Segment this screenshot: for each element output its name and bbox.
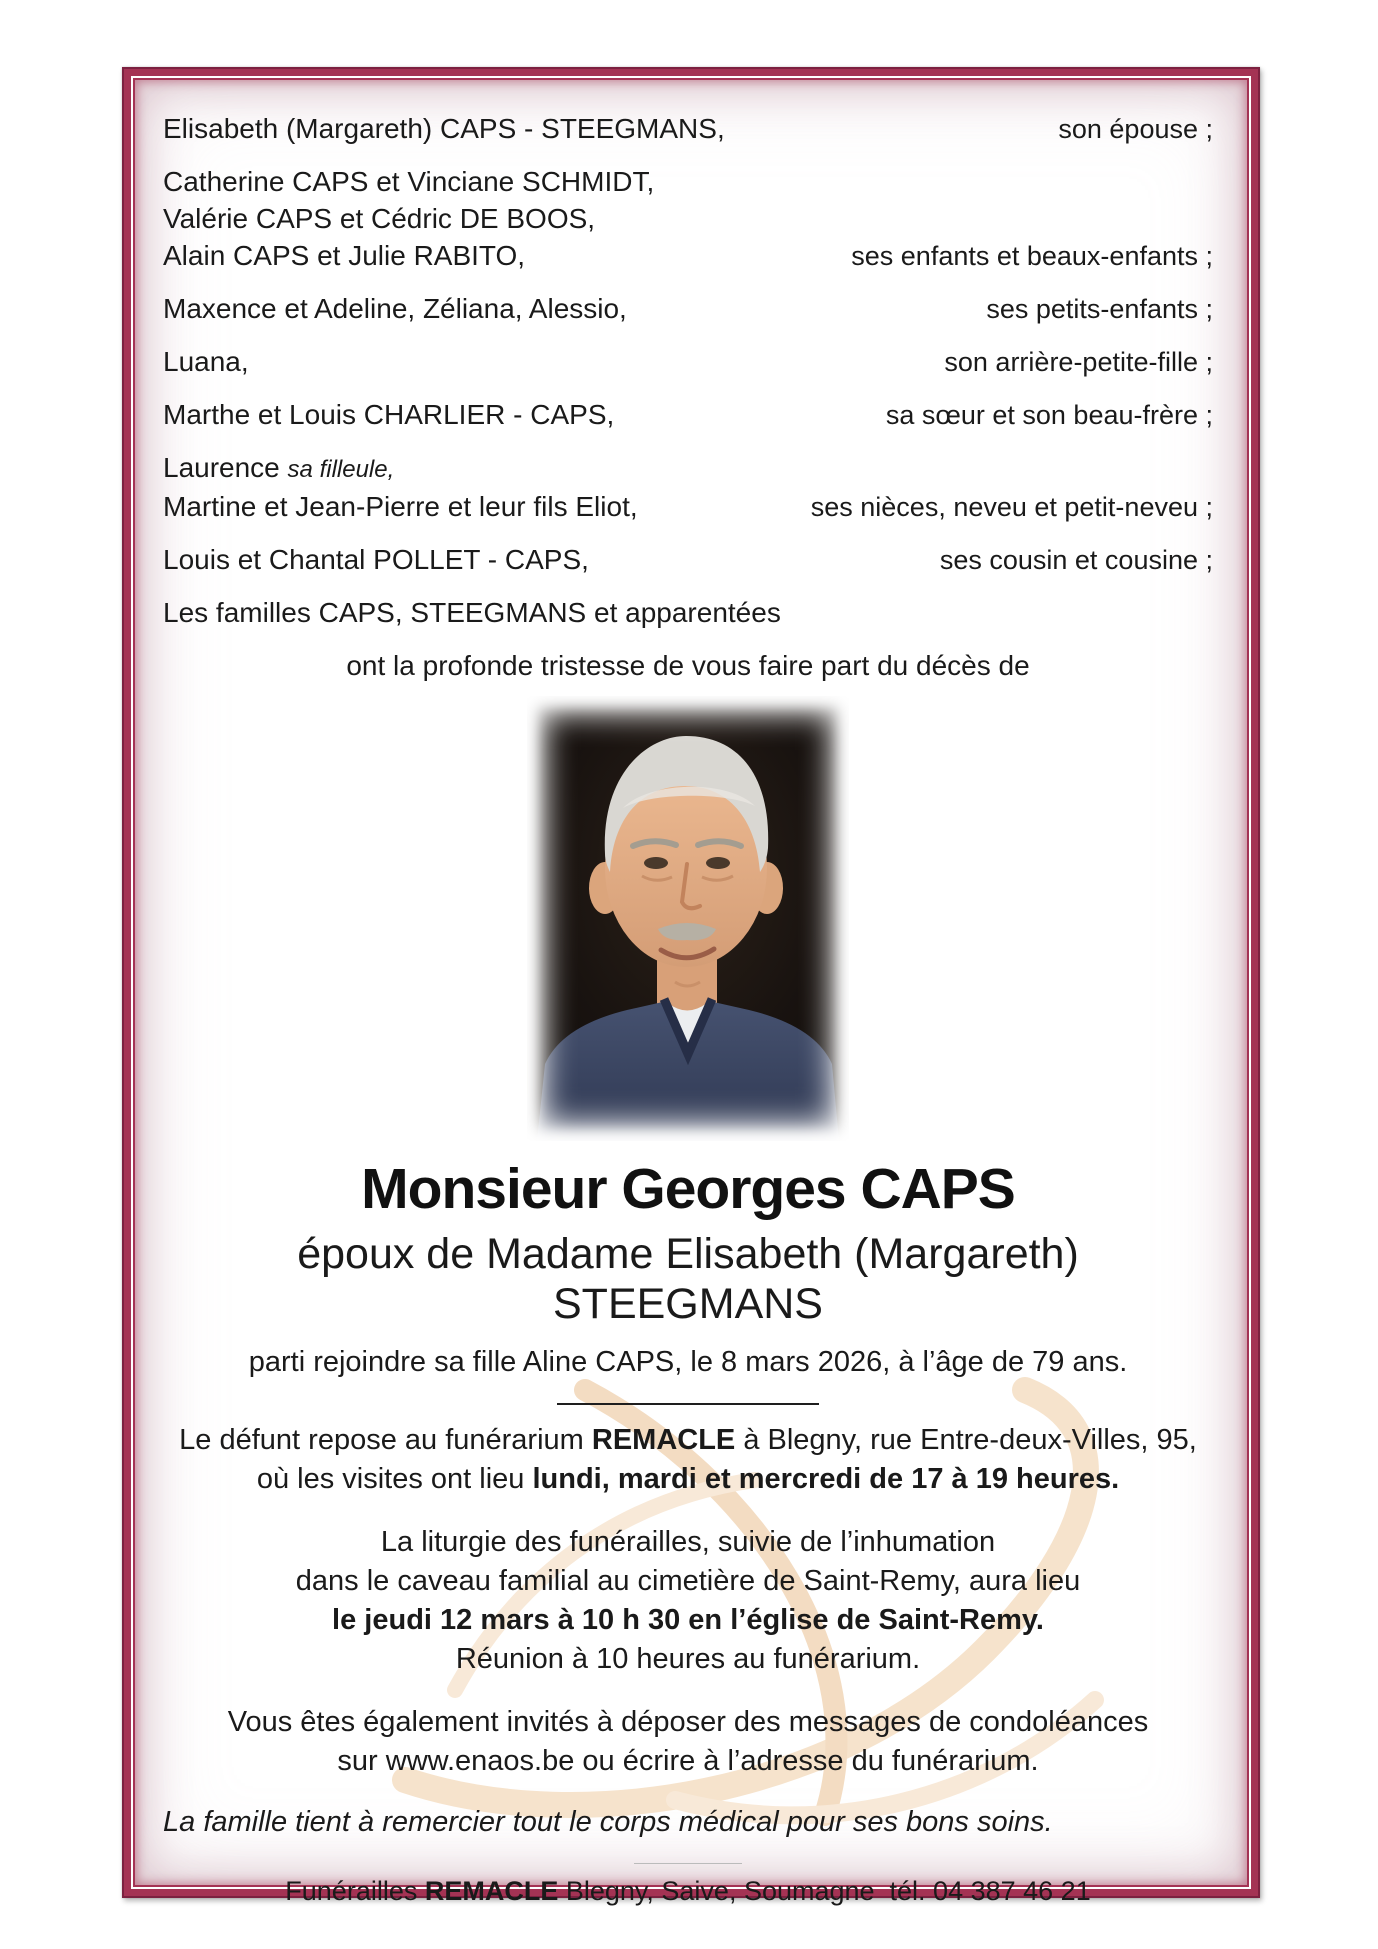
family-name-line (163, 110, 725, 147)
text-segment: Réunion à 10 heures au funérarium. (455, 1643, 921, 1675)
text-segment: sur www.enaos.be ou écrire à l’adresse du funérarium. (337, 1745, 1039, 1777)
text-segment: Le défunt repose au funérarium (179, 1424, 592, 1456)
ceremony-paragraph (163, 1523, 1213, 1679)
family-list (163, 110, 1213, 631)
announcement-line: ont la profonde tristesse de vous faire part du décès de (346, 650, 1030, 681)
text-segment: sa filleule, (287, 456, 395, 483)
family-name-line (163, 163, 654, 200)
relationship-label: ses cousin et cousine ; (939, 545, 1213, 575)
family-name-line (163, 200, 654, 237)
family-names (163, 110, 725, 147)
text-segment: où les visites ont lieu (256, 1463, 533, 1495)
text-line (163, 1460, 1213, 1499)
family-names (163, 290, 627, 327)
text-segment: lundi, mardi et mercredi de 17 à 19 heures. (532, 1463, 1120, 1495)
text-segment: Blegny, Saive, Soumagne tél. 04 387 46 21 (558, 1876, 1091, 1906)
card-content (135, 80, 1247, 1906)
relationship-label: sa sœur et son beau-frère ; (885, 400, 1213, 430)
text-segment: La liturgie des funérailles, suivie de l’inhumation (380, 1526, 996, 1558)
text-segment: Funérailles (285, 1876, 425, 1906)
repose-paragraph (163, 1421, 1213, 1499)
family-row (163, 449, 1213, 525)
text-segment: REMACLE (591, 1424, 736, 1456)
text-line (163, 1742, 1213, 1781)
text-segment: à Blegny, rue Entre-deux-Villes, 95, (735, 1424, 1197, 1456)
family-names (163, 449, 638, 525)
family-names (163, 594, 781, 631)
text-line (163, 1523, 1213, 1562)
family-row (163, 396, 1213, 433)
family-name-line (163, 541, 589, 578)
text-segment: dans le caveau familial au cimetière de Saint-Remy, aura lieu (295, 1565, 1081, 1597)
text-segment: Martine et Jean-Pierre et leur fils Eliot, (163, 491, 638, 522)
text-segment: Vous êtes également invités à déposer des messages de condoléances (227, 1706, 1149, 1738)
frame-inner-line (133, 78, 1249, 1906)
deceased-name-title: Monsieur Georges CAPS (361, 1157, 1015, 1221)
family-names (163, 396, 614, 433)
family-name-line (163, 290, 627, 327)
text-line (163, 1703, 1213, 1742)
text-segment: Louis et Chantal POLLET - CAPS, (163, 544, 589, 575)
photo-feathered-edge (527, 696, 849, 1141)
relationship-label: son épouse ; (1058, 114, 1213, 144)
relationship-label: ses nièces, neveu et petit-neveu ; (810, 492, 1213, 522)
family-name-line (163, 396, 614, 433)
text-segment: Luana, (163, 346, 249, 377)
text-line (163, 1640, 1213, 1679)
family-name-line (163, 488, 638, 525)
funeral-home-footer (163, 1874, 1213, 1908)
text-segment: REMACLE (424, 1876, 559, 1906)
family-names (163, 343, 249, 380)
family-row (163, 541, 1213, 578)
text-segment: Les familles CAPS, STEEGMANS et apparentées (163, 597, 781, 628)
relationship-label: ses petits-enfants ; (986, 294, 1213, 324)
text-line (163, 1601, 1213, 1640)
text-segment: Elisabeth (Margareth) CAPS - STEEGMANS, (163, 113, 725, 144)
family-row (163, 343, 1213, 380)
section-divider (557, 1403, 819, 1405)
portrait-photo (527, 696, 849, 1141)
text-segment: Maxence et Adeline, Zéliana, Alessio, (163, 293, 627, 324)
family-row (163, 290, 1213, 327)
text-segment: Laurence (163, 452, 288, 483)
text-line (163, 1562, 1213, 1601)
deceased-subtitle: époux de Madame Elisabeth (Margareth) STEEGMANS (297, 1230, 1079, 1328)
family-thanks-line: La famille tient à remercier tout le corps médical pour ses bons soins. (163, 1806, 1053, 1838)
mourning-card (122, 67, 1260, 1906)
family-name-line (163, 594, 781, 631)
condolences-paragraph (163, 1703, 1213, 1781)
text-segment: Catherine CAPS et Vinciane SCHMIDT, (163, 166, 655, 197)
frame-gap-line (131, 76, 1251, 1906)
relationship-label: ses enfants et beaux-enfants ; (851, 241, 1213, 271)
family-row (163, 163, 1213, 274)
text-segment: le jeudi 12 mars à 10 h 30 en l’église de Saint-Remy. (332, 1604, 1044, 1636)
text-line (163, 1421, 1213, 1460)
family-name-line (163, 449, 638, 488)
text-segment: Marthe et Louis CHARLIER - CAPS, (163, 399, 615, 430)
family-names (163, 163, 654, 274)
family-row (163, 594, 1213, 631)
footer-divider (634, 1863, 742, 1864)
text-segment: Valérie CAPS et Cédric DE BOOS, (163, 203, 596, 234)
text-segment: Alain CAPS et Julie RABITO, (163, 240, 526, 271)
relationship-label: son arrière-petite-fille ; (944, 347, 1213, 377)
deceased-death-note: parti rejoindre sa fille Aline CAPS, le 8 mars 2026, à l’âge de 79 ans. (248, 1346, 1128, 1378)
family-names (163, 541, 589, 578)
family-row (163, 110, 1213, 147)
family-name-line (163, 237, 654, 274)
family-name-line (163, 343, 249, 380)
